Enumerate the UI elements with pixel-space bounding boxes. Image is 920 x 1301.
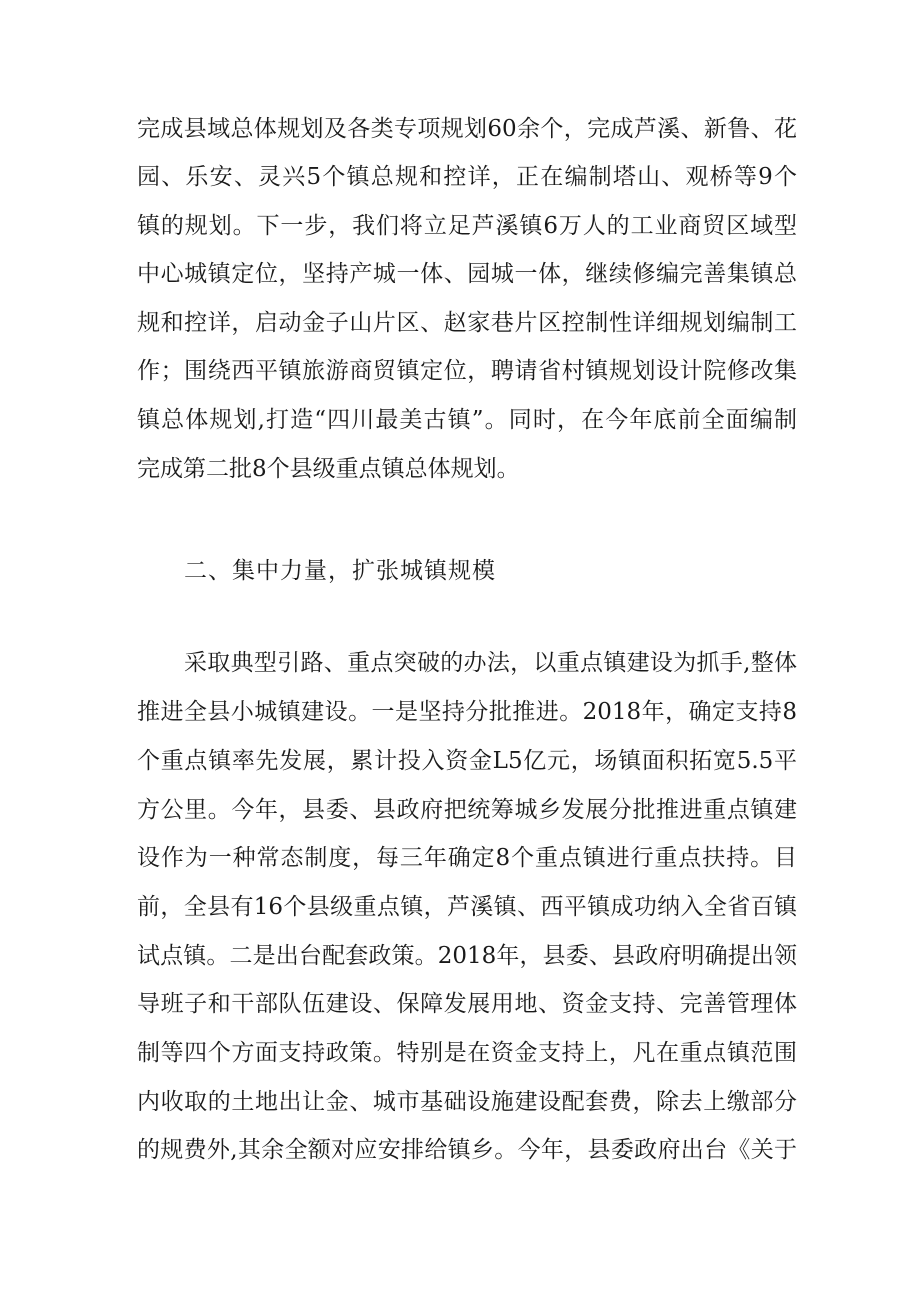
paragraph-2-line-6: 前，全县有16个县级重点镇，芦溪镇、西平镇成功纳入全省百镇 xyxy=(137,894,797,920)
paragraph-2-line-1: 采取典型引路、重点突破的办法，以重点镇建设为抓手,整体 xyxy=(184,650,797,676)
paragraph-2-line-3: 个重点镇率先发展，累计投入资金L5亿元，场镇面积拓宽5.5平 xyxy=(137,748,797,774)
paragraph-2-line-5: 设作为一种常态制度，每三年确定8个重点镇进行重点扶持。目 xyxy=(137,845,797,871)
paragraph-1-line-4: 中心城镇定位，坚持产城一体、园城一体，继续修编完善集镇总 xyxy=(137,261,797,287)
paragraph-2-line-10: 内收取的土地出让金、城市基础设施建设配套费，除去上缴部分 xyxy=(137,1089,797,1115)
paragraph-2-line-11: 的规费外,其余全额对应安排给镇乡。今年，县委政府出台《关于 xyxy=(137,1137,797,1163)
paragraph-1-line-7: 镇总体规划,打造“四川最美古镇”。同时，在今年底前全面编制 xyxy=(137,407,797,433)
paragraph-1-line-3: 镇的规划。下一步，我们将立足芦溪镇6万人的工业商贸区域型 xyxy=(137,213,797,239)
paragraph-2-line-9: 制等四个方面支持政策。特别是在资金支持上，凡在重点镇范围 xyxy=(137,1040,797,1066)
paragraph-2-line-7: 试点镇。二是出台配套政策。2018年，县委、县政府明确提出领 xyxy=(137,943,797,969)
paragraph-1-line-8: 完成第二批8个县级重点镇总体规划。 xyxy=(137,456,520,482)
section-heading: 二、集中力量，扩张城镇规模 xyxy=(184,558,496,584)
paragraph-2-line-4: 方公里。今年，县委、县政府把统筹城乡发展分批推进重点镇建 xyxy=(137,797,797,823)
paragraph-1-line-5: 规和控详，启动金子山片区、赵家巷片区控制性详细规划编制工 xyxy=(137,310,797,336)
paragraph-1-line-6: 作；围绕西平镇旅游商贸镇定位，聘请省村镇规划设计院修改集 xyxy=(137,358,797,384)
paragraph-1-line-2: 园、乐安、灵兴5个镇总规和控详，正在编制塔山、观桥等9个 xyxy=(137,164,797,190)
paragraph-2-line-8: 导班子和干部队伍建设、保障发展用地、资金支持、完善管理体 xyxy=(137,991,797,1017)
paragraph-1-line-1: 完成县域总体规划及各类专项规划60余个，完成芦溪、新鲁、花 xyxy=(137,116,797,142)
paragraph-2-line-2: 推进全县小城镇建设。一是坚持分批推进。2018年，确定支持8 xyxy=(137,699,797,725)
